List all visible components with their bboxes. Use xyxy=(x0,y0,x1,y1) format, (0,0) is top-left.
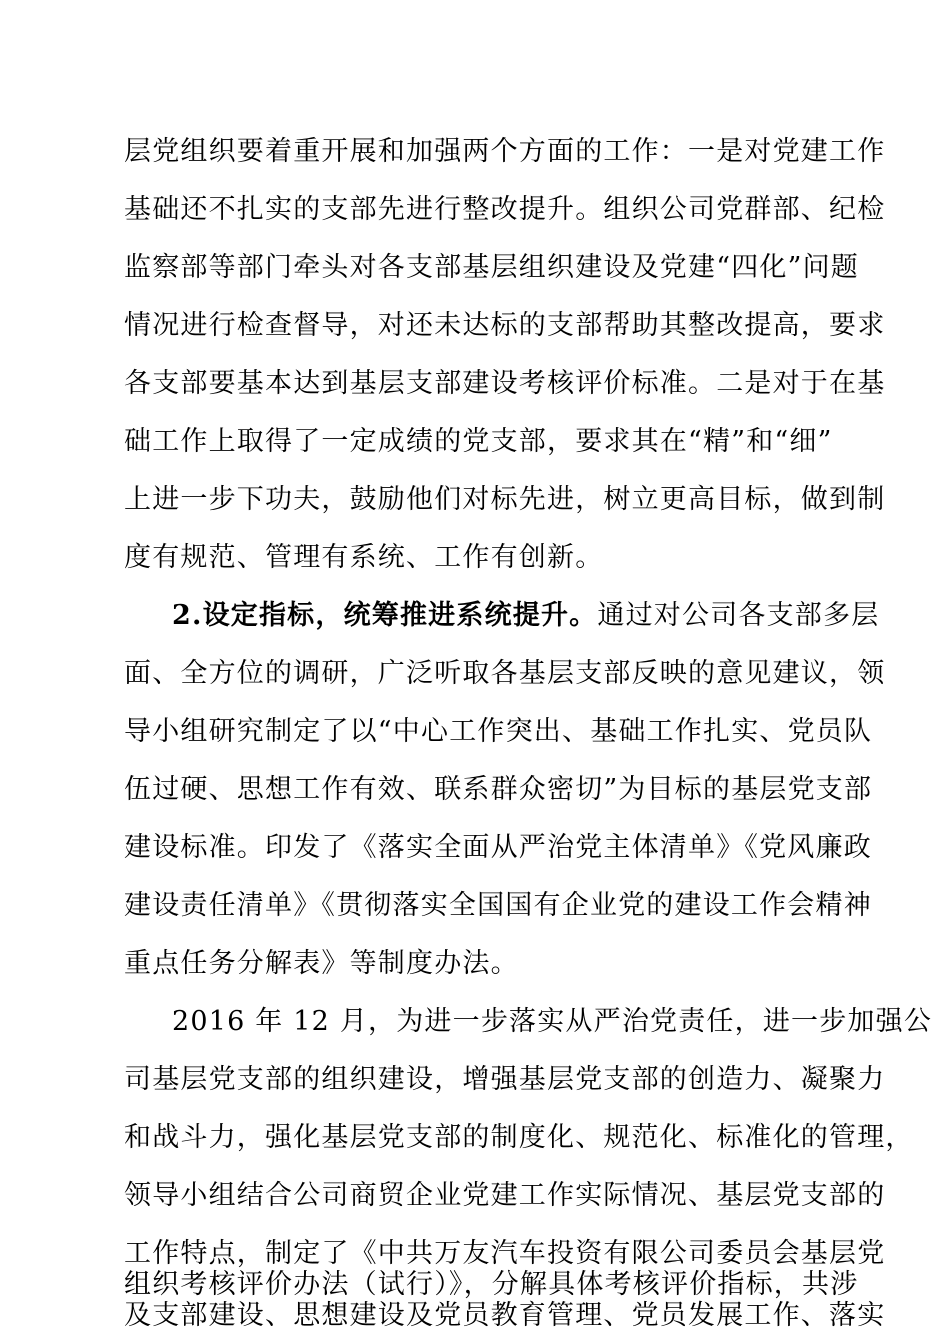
section-heading: 2.设定指标，统筹推进系统提升。 xyxy=(172,600,598,631)
text-line-4: 情况进行检查督导，对还未达标的支部帮助其整改提高，要求 xyxy=(124,310,886,341)
text-line-p3-1: 司基层党支部的组织建设，增强基层党支部的创造力、凝聚力 xyxy=(124,1064,886,1095)
paragraph-2-first-line xyxy=(172,596,880,636)
text-line-p2-6: 重点任务分解表》等制度办法。 xyxy=(124,948,519,979)
text-line-p3-4: 工作特点，制定了《中共万友汽车投资有限公司委员会基层党 xyxy=(124,1238,886,1269)
text-line-3: 监察部等部门牵头对各支部基层组织建设及党建“四化”问题 xyxy=(124,252,860,283)
text-line-p3-2: 和战斗力，强化基层党支部的制度化、规范化、标准化的管理， xyxy=(124,1122,914,1153)
text-line-8: 度有规范、管理有系统、工作有创新。 xyxy=(124,542,604,573)
paragraph-3-first-line: 2016 年 12 月，为进一步落实从严治党责任，进一步加强公 xyxy=(172,1006,933,1037)
text-line-2: 基础还不扎实的支部先进行整改提升。组织公司党群部、纪检 xyxy=(124,194,886,225)
text-line-p3-3: 领导小组结合公司商贸企业党建工作实际情况、基层党支部的 xyxy=(124,1180,886,1211)
paragraph-2-first-text: 通过对公司各支部多层 xyxy=(597,600,880,631)
text-line-7: 上进一步下功夫，鼓励他们对标先进，树立更高目标，做到制 xyxy=(124,484,886,515)
text-line-p2-1: 面、全方位的调研，广泛听取各基层支部反映的意见建议，领 xyxy=(124,658,886,689)
text-line-p3-6: 及支部建设、思想建设及党员教育管理、党员发展工作、落实 xyxy=(124,1300,886,1331)
text-line-p2-4: 建设标准。印发了《落实全面从严治党主体清单》《党风廉政 xyxy=(124,832,872,863)
text-line-p2-5: 建设责任清单》《贯彻落实全国国有企业党的建设工作会精神 xyxy=(124,890,872,921)
text-line-p2-3: 伍过硬、思想工作有效、联系群众密切”为目标的基层党支部 xyxy=(124,774,873,805)
text-line-5: 各支部要基本达到基层支部建设考核评价标准。二是对于在基 xyxy=(124,368,886,399)
text-line-p2-2: 导小组研究制定了以“中心工作突出、基础工作扎实、党员队 xyxy=(124,716,873,747)
text-line-1: 层党组织要着重开展和加强两个方面的工作：一是对党建工作 xyxy=(124,136,886,167)
text-line-6: 础工作上取得了一定成绩的党支部，要求其在“精”和“细” xyxy=(124,426,833,457)
text-line-p3-5: 组织考核评价办法（试行）》，分解具体考核评价指标，共涉 xyxy=(124,1269,859,1300)
